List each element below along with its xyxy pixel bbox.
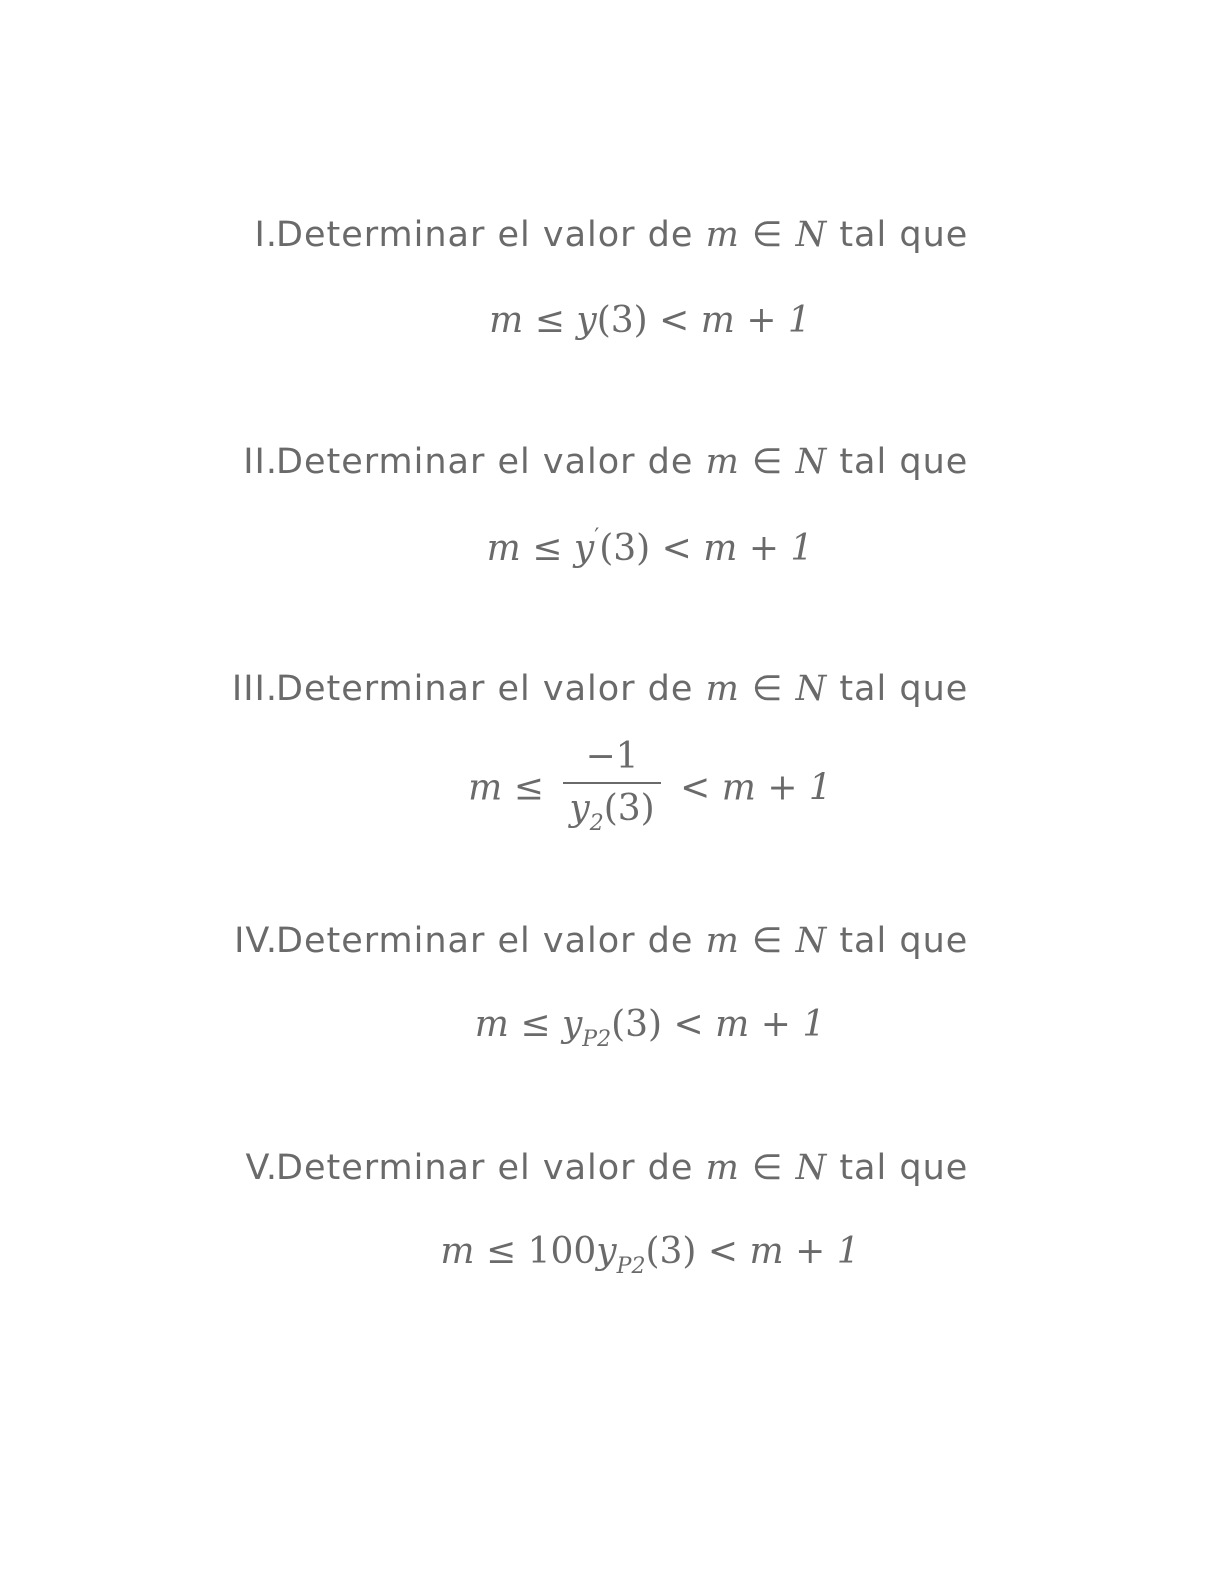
inequality-formula: m ≤ $\frac{-1}{y_2(3)}$ < m + 1 [180,732,1120,849]
exercise-stem: Determinar el valor de m ∈ N tal que [276,215,969,255]
exercise-2 [180,437,1000,569]
exercise-numeral: IV. [234,921,278,961]
exercise-numeral: II. [243,442,278,482]
exercise-1 [180,210,1000,341]
exercise-2-statement [180,437,1000,487]
inequality-formula: $m \le y_{P2}(3) < m + 1$ [474,1004,826,1052]
exercise-stem: Determinar el valor de m ∈ N tal que [276,442,969,482]
exercise-5 [180,1143,1000,1279]
fraction: $\frac{-1}{y_2(3)}$ [563,732,660,849]
exercise-numeral: V. [245,1148,278,1188]
exercise-4-statement [180,916,1000,966]
exercise-3 [180,664,1000,836]
exercise-4 [180,916,1000,1052]
exercise-numeral: III. [231,669,278,709]
inequality-formula: m ≤ y(3) < m + 1 [489,300,811,341]
exercise-3-statement [180,664,1000,714]
exercise-stem: Determinar el valor de m ∈ N tal que [276,669,969,709]
inequality-formula: $m \le 100y_{P2}(3) < m + 1$ [440,1231,860,1279]
inequality-formula: m ≤ y′(3) < m + 1 [486,525,814,569]
exercise-5-statement [180,1143,1000,1193]
exercise-numeral: I. [254,215,278,255]
exercise-stem: Determinar el valor de m ∈ N tal que [276,1148,969,1188]
exercise-1-statement [180,210,1000,260]
exercise-stem: Determinar el valor de m ∈ N tal que [276,921,969,961]
